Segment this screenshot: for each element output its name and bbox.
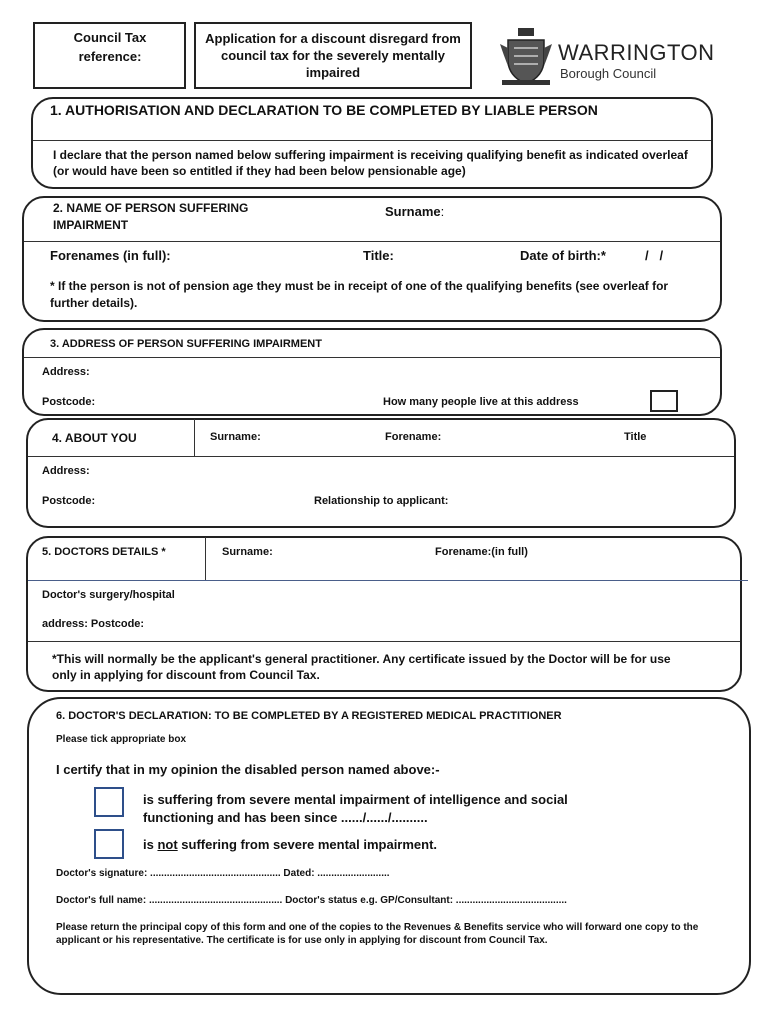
s5-surname-label[interactable]: Surname: [222,546,273,558]
s3-people-count-label: How many people live at this address [383,396,579,408]
s6-tick-note: Please tick appropriate box [56,734,187,745]
council-tax-reference-label: Council Tax reference: [73,30,147,64]
s2-surname-label: Surname: [385,204,445,219]
section-5-heading: 5. DOCTORS DETAILS * [42,546,166,558]
s6-option2-checkbox[interactable] [94,829,124,859]
s6-option1-text: is suffering from severe mental impairment of intelligence and social functioning and has been since ....../....../.......... [143,792,568,825]
form-title: Application for a discount disregard from council tax for the severely mentally impaired [205,31,461,80]
s6-fullname-line[interactable]: Doctor's full name: ................................................ Doctor's status e.g. GP/Consultant: ........................................ [56,895,567,906]
s4-title-label[interactable]: Title [624,431,647,443]
s2-title-label[interactable]: Title: [363,248,394,263]
section-4-heading: 4. ABOUT YOU [52,431,137,445]
s6-signature-line[interactable]: Doctor's signature: ............................................... Dated: .......................... [56,868,390,879]
s4-surname-label[interactable]: Surname: [210,431,261,443]
section-2-heading: 2. NAME OF PERSON SUFFERING IMPAIRMENT [53,201,249,232]
council-crest-logo [498,26,554,88]
s2-forenames-label[interactable]: Forenames (in full): [50,248,171,263]
s2-pension-note: * If the person is not of pension age they must be in receipt of one of the qualifying benefits (see overleaf for further details). [50,279,669,310]
s4-relationship-label[interactable]: Relationship to applicant: [314,495,449,507]
s2-dob-label[interactable]: Date of birth:* [520,248,606,263]
s3-address-label[interactable]: Address: [42,366,90,378]
s5-doctor-note: *This will normally be the applicant's general practitioner. Any certificate issued by the Doctor will be for use only in applying for discount from Council Tax. [52,652,671,682]
section-3-heading: 3. ADDRESS OF PERSON SUFFERING IMPAIRMENT [50,338,322,350]
s4-address-label[interactable]: Address: [42,465,90,477]
s6-certify-text: I certify that in my opinion the disabled person named above:- [56,762,440,777]
s5-address-postcode-label[interactable]: address: Postcode: [42,618,145,630]
s5-surgery-label[interactable]: Doctor's surgery/hospital [42,589,175,601]
s6-option1-checkbox[interactable] [94,787,124,817]
section-6-heading: 6. DOCTOR'S DECLARATION: TO BE COMPLETED BY A REGISTERED MEDICAL PRACTITIONER [56,710,562,722]
s3-people-count-box[interactable] [650,390,678,412]
s4-forename-label[interactable]: Forename: [385,431,442,443]
section-1-declaration-text: I declare that the person named below suffering impairment is receiving qualifying benefit as indicated overleaf (or would have been so entitled if they had been below pensionable age) [53,148,688,178]
s4-postcode-label[interactable]: Postcode: [42,495,96,507]
logo-wordmark: WARRINGTON [558,40,715,65]
s6-return-instructions: Please return the principal copy of this form and one of the copies to the Revenues & Benefits service who will forward one copy to the applicant or his representative. The certificate is for use only in applying for discount from Council Tax. [56,922,699,946]
s2-dob-separators: / / [645,248,664,263]
s5-forename-label[interactable]: Forename:(in full) [435,546,528,558]
s3-postcode-label[interactable]: Postcode: [42,396,96,408]
section-1-heading: 1. AUTHORISATION AND DECLARATION TO BE COMPLETED BY LIABLE PERSON [50,102,598,118]
s6-option2-text: is not suffering from severe mental impairment. [143,837,438,852]
logo-subtitle: Borough Council [560,66,657,81]
